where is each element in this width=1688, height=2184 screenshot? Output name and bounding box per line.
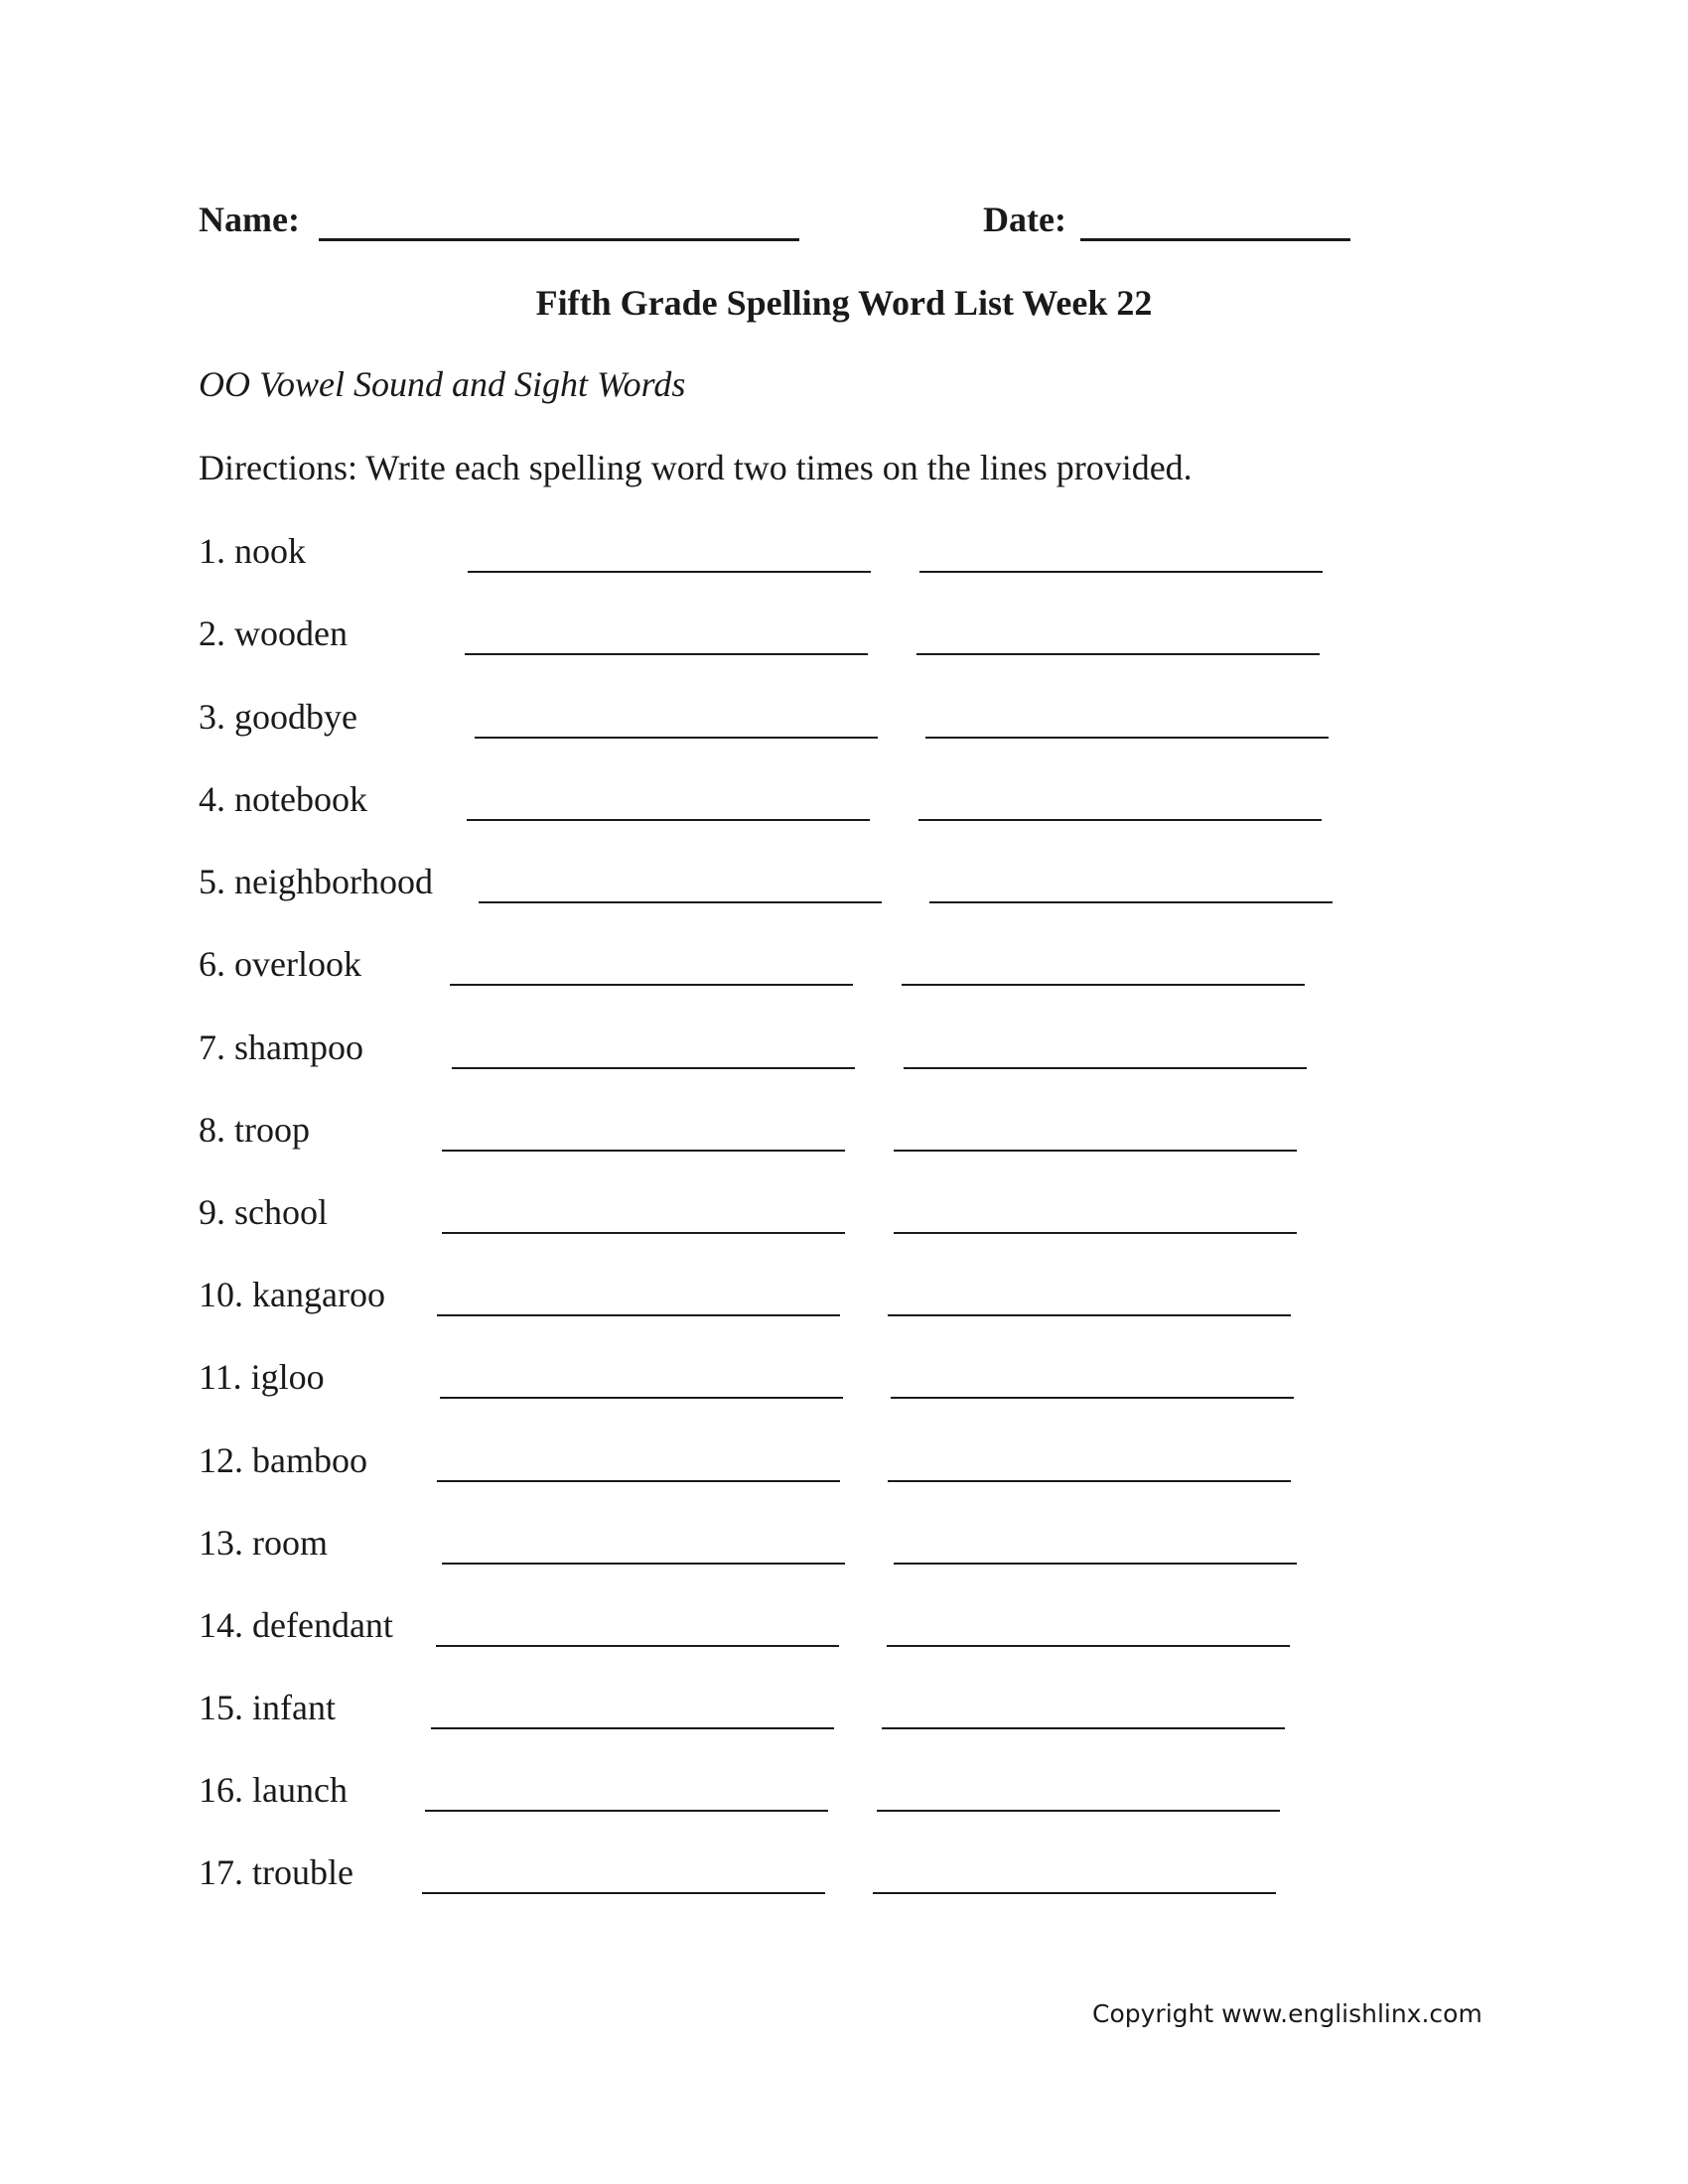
writing-line-first[interactable] [475, 737, 878, 739]
writing-line-second[interactable] [902, 984, 1305, 986]
spelling-word: 5. neighborhood [199, 862, 433, 901]
word-row [199, 1518, 1390, 1568]
writing-line-second[interactable] [891, 1397, 1294, 1399]
writing-line-second[interactable] [873, 1892, 1276, 1894]
spelling-word: 14. defendant [199, 1605, 393, 1645]
spelling-word: 9. school [199, 1192, 328, 1232]
spelling-word: 13. room [199, 1523, 328, 1563]
writing-line-first[interactable] [450, 984, 853, 986]
writing-line-first[interactable] [442, 1150, 845, 1152]
writing-line-second[interactable] [887, 1645, 1290, 1647]
word-row [199, 609, 1390, 658]
worksheet-subtitle: OO Vowel Sound and Sight Words [199, 364, 686, 404]
name-blank-line[interactable] [319, 238, 799, 241]
spelling-word: 11. igloo [199, 1357, 325, 1397]
spelling-word: 3. goodbye [199, 697, 357, 737]
word-row [199, 692, 1390, 742]
writing-line-first[interactable] [452, 1067, 855, 1069]
word-row [199, 1352, 1390, 1402]
name-date-row [199, 195, 1350, 244]
copyright-notice: Copyright www.englishlinx.com [1092, 1999, 1482, 2028]
writing-line-first[interactable] [440, 1397, 843, 1399]
spelling-word: 16. launch [199, 1770, 348, 1810]
word-row [199, 1435, 1390, 1485]
word-row [199, 1023, 1390, 1072]
spelling-word: 6. overlook [199, 944, 361, 984]
writing-line-first[interactable] [437, 1480, 840, 1482]
writing-line-first[interactable] [479, 901, 882, 903]
word-row [199, 526, 1390, 576]
writing-line-second[interactable] [894, 1232, 1297, 1234]
spelling-word: 12. bamboo [199, 1440, 367, 1480]
writing-line-first[interactable] [442, 1232, 845, 1234]
date-label: Date: [983, 200, 1066, 239]
writing-line-first[interactable] [422, 1892, 825, 1894]
spelling-word: 8. troop [199, 1110, 310, 1150]
word-row [199, 1105, 1390, 1155]
writing-line-first[interactable] [436, 1645, 839, 1647]
word-row [199, 939, 1390, 989]
spelling-word: 2. wooden [199, 614, 348, 653]
writing-line-first[interactable] [465, 653, 868, 655]
writing-line-first[interactable] [442, 1563, 845, 1565]
word-row [199, 1187, 1390, 1237]
writing-line-first[interactable] [468, 571, 871, 573]
worksheet-title: Fifth Grade Spelling Word List Week 22 [535, 283, 1153, 323]
spelling-word: 1. nook [199, 531, 306, 571]
directions-text: Directions: Write each spelling word two times on the lines provided. [199, 448, 1193, 487]
writing-line-second[interactable] [877, 1810, 1280, 1812]
writing-line-second[interactable] [904, 1067, 1307, 1069]
spelling-word: 4. notebook [199, 779, 367, 819]
word-row [199, 1683, 1390, 1732]
word-row [199, 1847, 1390, 1897]
writing-line-second[interactable] [929, 901, 1333, 903]
writing-line-second[interactable] [882, 1727, 1285, 1729]
writing-line-second[interactable] [916, 653, 1320, 655]
word-row [199, 1600, 1390, 1650]
writing-line-second[interactable] [894, 1150, 1297, 1152]
writing-line-second[interactable] [888, 1480, 1291, 1482]
writing-line-second[interactable] [888, 1314, 1291, 1316]
spelling-word: 10. kangaroo [199, 1275, 385, 1314]
writing-line-first[interactable] [425, 1810, 828, 1812]
word-row [199, 1270, 1390, 1319]
writing-line-second[interactable] [919, 571, 1323, 573]
writing-line-first[interactable] [437, 1314, 840, 1316]
writing-line-second[interactable] [918, 819, 1322, 821]
name-label: Name: [199, 200, 300, 239]
writing-line-second[interactable] [925, 737, 1329, 739]
word-row [199, 1765, 1390, 1815]
spelling-word: 17. trouble [199, 1852, 353, 1892]
word-row [199, 857, 1390, 906]
spelling-word: 7. shampoo [199, 1027, 363, 1067]
date-blank-line[interactable] [1080, 238, 1350, 241]
spelling-word: 15. infant [199, 1688, 336, 1727]
writing-line-first[interactable] [431, 1727, 834, 1729]
word-row [199, 774, 1390, 824]
writing-line-second[interactable] [894, 1563, 1297, 1565]
writing-line-first[interactable] [467, 819, 870, 821]
